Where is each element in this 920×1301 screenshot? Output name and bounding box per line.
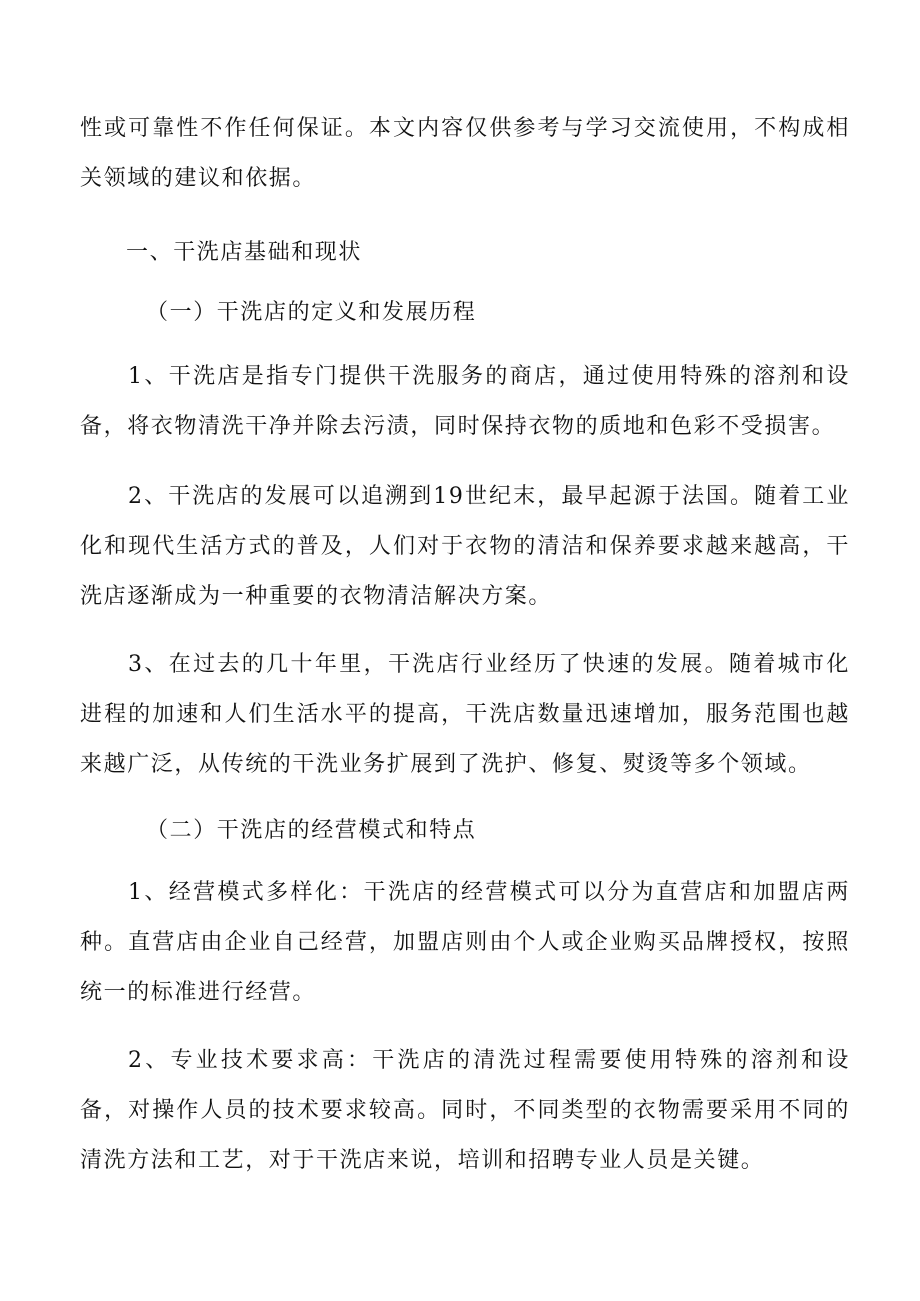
paragraph-definition: 1、干洗店是指专门提供干洗服务的商店，通过使用特殊的溶剂和设备，将衣物清洗干净并除去污渍，同时保持衣物的质地和色彩不受损害。 [80,364,850,439]
paragraph-business-model: 1、经营模式多样化：干洗店的经营模式可以分为直营店和加盟店两种。直营店由企业自己经营，加盟店则由个人或企业购买品牌授权，按照统一的标准进行经营。 [80,880,850,1005]
paragraph-history: 2、干洗店的发展可以追溯到19世纪末，最早起源于法国。随着工业化和现代生活方式的普及，人们对于衣物的清洁和保养要求越来越高，干洗店逐渐成为一种重要的衣物清洁解决方案。 [80,484,850,609]
subsection-heading-1: （一）干洗店的定义和发展历程 [146,300,477,325]
paragraph-disclaimer-continuation: 性或可靠性不作任何保证。本文内容仅供参考与学习交流使用，不构成相关领域的建议和依据。 [80,116,850,191]
section-heading-1: 一、干洗店基础和现状 [126,240,363,265]
paragraph-technical-requirements: 2、专业技术要求高：干洗店的清洗过程需要使用特殊的溶剂和设备，对操作人员的技术要求较高。同时，不同类型的衣物需要采用不同的清洗方法和工艺，对于干洗店来说，培训和招聘专业人员是关键。 [80,1048,850,1173]
subsection-heading-2: （二）干洗店的经营模式和特点 [146,818,477,843]
paragraph-development: 3、在过去的几十年里，干洗店行业经历了快速的发展。随着城市化进程的加速和人们生活水平的提高，干洗店数量迅速增加，服务范围也越来越广泛，从传统的干洗业务扩展到了洗护、修复、熨烫等多个领域。 [80,652,850,777]
